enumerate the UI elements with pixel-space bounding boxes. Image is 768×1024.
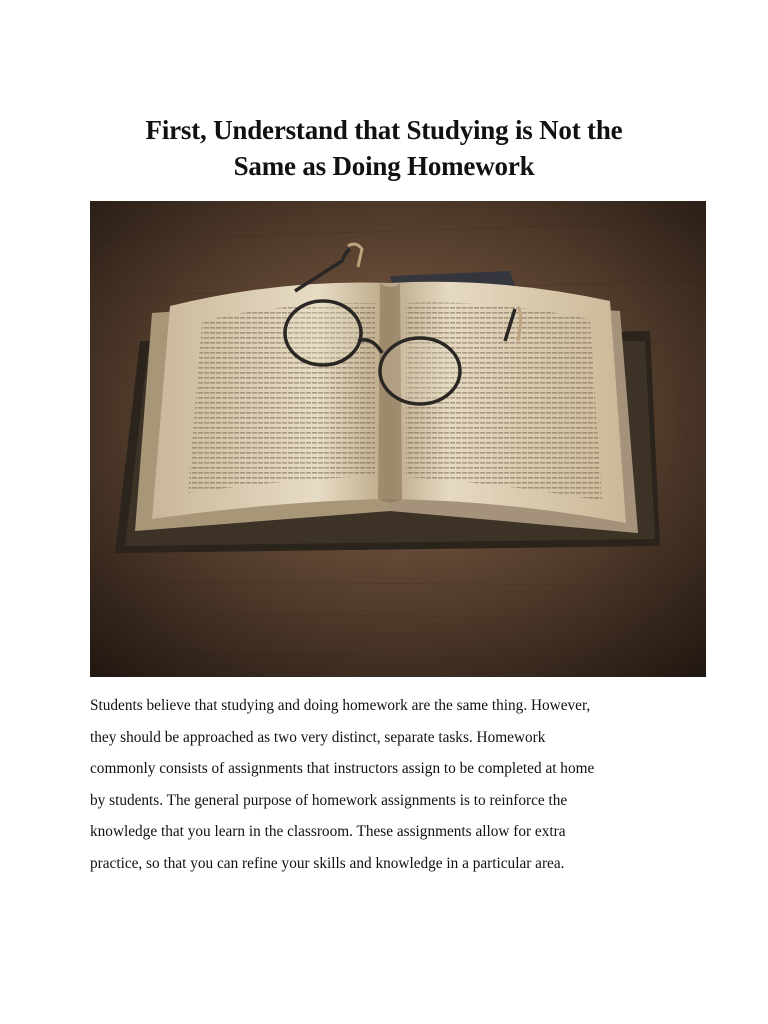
page-title — [90, 112, 678, 184]
paragraph-line-5: knowledge that you learn in the classroom. These assignments allow for extra — [90, 823, 566, 841]
title-line-2: Same as Doing Homework — [233, 151, 535, 181]
body-paragraph — [90, 690, 680, 880]
paragraph-line-3: commonly consists of assignments that instructors assign to be completed at home — [90, 760, 595, 778]
title-line-1: First, Understand that Studying is Not the — [145, 115, 623, 145]
paragraph-line-4: by students. The general purpose of homework assignments is to reinforce the — [90, 791, 568, 809]
book-glasses-photo — [90, 201, 706, 677]
photo-illustration — [90, 201, 706, 677]
paragraph-line-1: Students believe that studying and doing homework are the same thing. However, — [90, 697, 591, 714]
paragraph-line-2: they should be approached as two very distinct, separate tasks. Homework — [90, 728, 546, 746]
paragraph-line-6: practice, so that you can refine your skills and knowledge in a particular area. — [90, 854, 565, 872]
